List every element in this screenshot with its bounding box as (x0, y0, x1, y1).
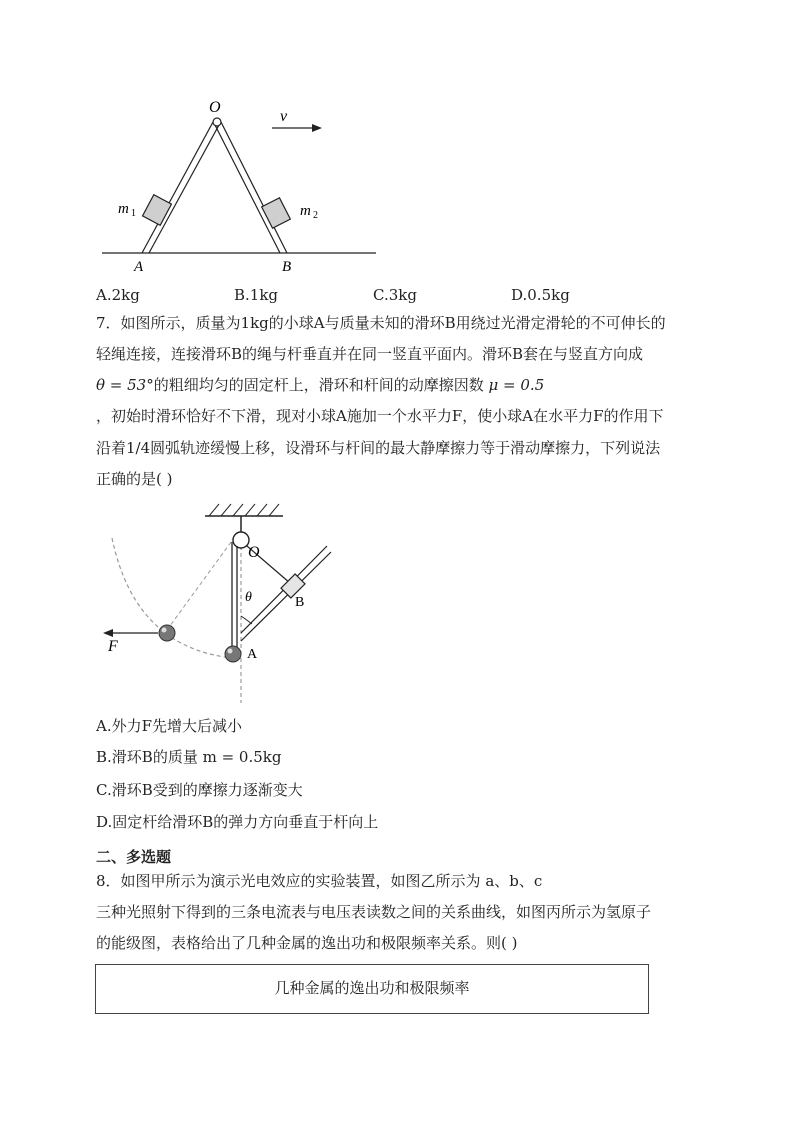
label-A: A (134, 259, 144, 275)
label-m1-sub: 1 (131, 208, 136, 219)
q7-option-b[interactable]: B.滑环B的质量 m = 0.5kg (96, 748, 282, 766)
section-heading: 二、多选题 (96, 848, 172, 866)
q6-option-b[interactable]: B.1kg (234, 286, 279, 304)
pivot-O (213, 118, 221, 126)
q7-line-4: ，初始时滑环恰好不下滑，现对小球A施加一个水平力F，使小球A在水平力F的作用下 (96, 407, 664, 425)
q7-mu-expr: μ = 0.5 (488, 376, 545, 394)
table-title: 几种金属的逸出功和极限频率 (274, 979, 470, 997)
q8-line-2: 三种光照射下得到的三条电流表与电压表读数之间的关系曲线，如图丙所示为氢原子 (96, 903, 652, 921)
rod-OA (142, 122, 213, 253)
label-O: O (209, 99, 221, 116)
q7-line-5: 沿着1/4圆弧轨迹缓慢上移，设滑环与杆间的最大静摩擦力等于滑动摩擦力，下列说法 (96, 439, 661, 457)
metals-table (95, 964, 649, 1014)
theta-arc (241, 616, 252, 624)
label-m1: m (118, 201, 129, 217)
q7-line-1: 7．如图所示，质量为1kg的小球A与质量未知的滑环B用绕过光滑定滑轮的不可伸长的 (96, 314, 666, 332)
label-A: A (247, 647, 258, 662)
q7-line-6: 正确的是( ) (96, 470, 173, 488)
q7-option-a[interactable]: A.外力F先增大后减小 (96, 717, 243, 735)
label-B: B (295, 595, 305, 610)
figure-pulley-ring (95, 498, 345, 703)
q6-option-a[interactable]: A.2kg (96, 286, 140, 304)
q6-option-c[interactable]: C.3kg (373, 286, 417, 304)
q8-line-1: 8．如图甲所示为演示光电效应的实验装置，如图乙所示为 a、b、c (96, 872, 543, 890)
q8-line-3: 的能级图，表格给出了几种金属的逸出功和极限频率关系。则( ) (96, 934, 518, 952)
label-v: v (280, 108, 288, 125)
label-O: O (248, 544, 260, 561)
arc-trajectory (112, 538, 233, 658)
q7-option-c[interactable]: C.滑环B受到的摩擦力逐渐变大 (96, 781, 303, 799)
label-m2-sub: 2 (313, 210, 318, 221)
rod-OB (221, 122, 287, 253)
label-theta: θ (245, 590, 252, 605)
q7-line-3 (96, 374, 544, 396)
figure-inclined-rods (100, 95, 400, 275)
ball-displaced (159, 625, 175, 641)
q7-line-2: 轻绳连接，连接滑环B的绳与杆垂直并在同一竖直平面内。滑环B套在与竖直方向成 (96, 345, 644, 363)
q7-option-d[interactable]: D.固定杆给滑环B的弹力方向垂直于杆向上 (96, 813, 379, 831)
pulley (233, 532, 249, 548)
label-m2: m (300, 203, 311, 219)
label-F: F (108, 638, 118, 655)
label-B: B (282, 259, 292, 275)
q7-theta-expr: θ = 53° (96, 376, 154, 394)
q7-line-3-text: 的粗细均匀的固定杆上，滑环和杆间的动摩擦因数 (153, 376, 484, 394)
ball-A (225, 646, 241, 662)
block-m2 (262, 198, 291, 228)
q6-option-d[interactable]: D.0.5kg (511, 286, 570, 304)
